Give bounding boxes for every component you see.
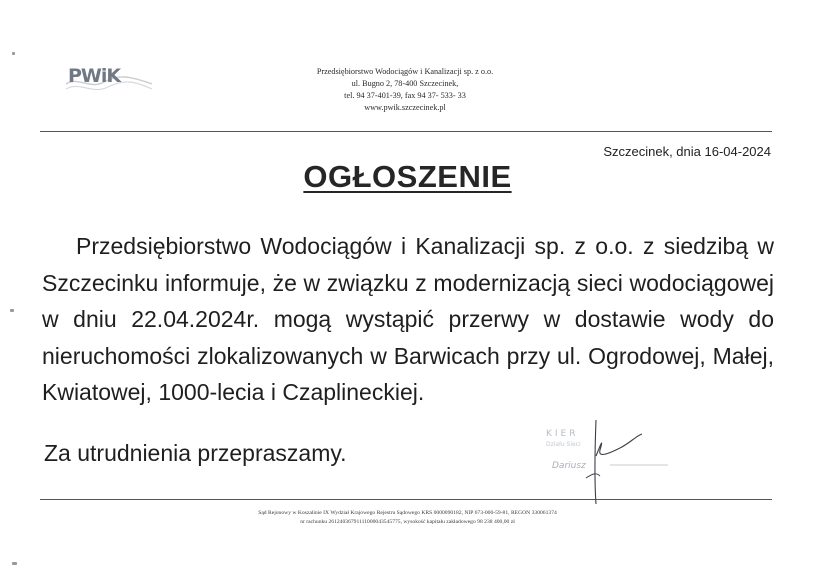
footer-registry-line: Sąd Rejonowy w Koszalinie IX Wydział Krajowego Rejestru Sądowego KRS 0000090182, NIP 673-000-59-81, REGON 330061374 (258, 510, 557, 516)
stamp-name-text: Dariusz (552, 461, 586, 471)
logo-text: PWiK (68, 65, 121, 87)
scan-speck (12, 52, 15, 55)
footer-divider (40, 499, 772, 500)
company-logo (64, 62, 154, 94)
scan-speck (10, 309, 14, 312)
closing-line: Za utrudnienia przepraszamy. (44, 440, 347, 466)
document-footer (150, 509, 665, 527)
stamp-middle-text: Działu Sieci (546, 441, 581, 448)
letterhead-address: ul. Bugno 2, 78-400 Szczecinek, (351, 79, 459, 88)
letterhead (250, 66, 560, 114)
signature-icon (586, 420, 642, 504)
document-title: OGŁOSZENIE (303, 159, 512, 194)
letterhead-phone: tel. 94 37-401-39, fax 94 37- 533- 33 (344, 91, 466, 100)
letterhead-company: Przedsiębiorstwo Wodociągów i Kanalizacji sp. z o.o. (316, 67, 494, 76)
announcement-body: Przedsiębiorstwo Wodociągów i Kanalizacji sp. z o.o. z siedzibą w Szczecinku informuje, że w związku z modernizacją sieci wodociągowej w dniu 22.04.2024r. mogą wystąpić przerwy w dostawie wody do nieruchomości zlokalizowanych w Barwicach przy ul. Ogrodowej, Małej, Kwiatowej, 1000-lecia i Czaplineckiej. (42, 233, 774, 405)
footer-bank-line: nr rachunku 26124036791111000043545775, wysokość kapitału zakładowego 98 238 400,00 zł (300, 519, 515, 525)
signature-stamp (538, 416, 768, 506)
document-date: Szczecinek, dnia 16-04-2024 (603, 144, 771, 159)
header-divider (40, 131, 772, 132)
letterhead-website: www.pwik.szczecinek.pl (364, 103, 446, 112)
stamp-top-text: KIER (546, 429, 579, 439)
scan-speck (12, 562, 17, 565)
